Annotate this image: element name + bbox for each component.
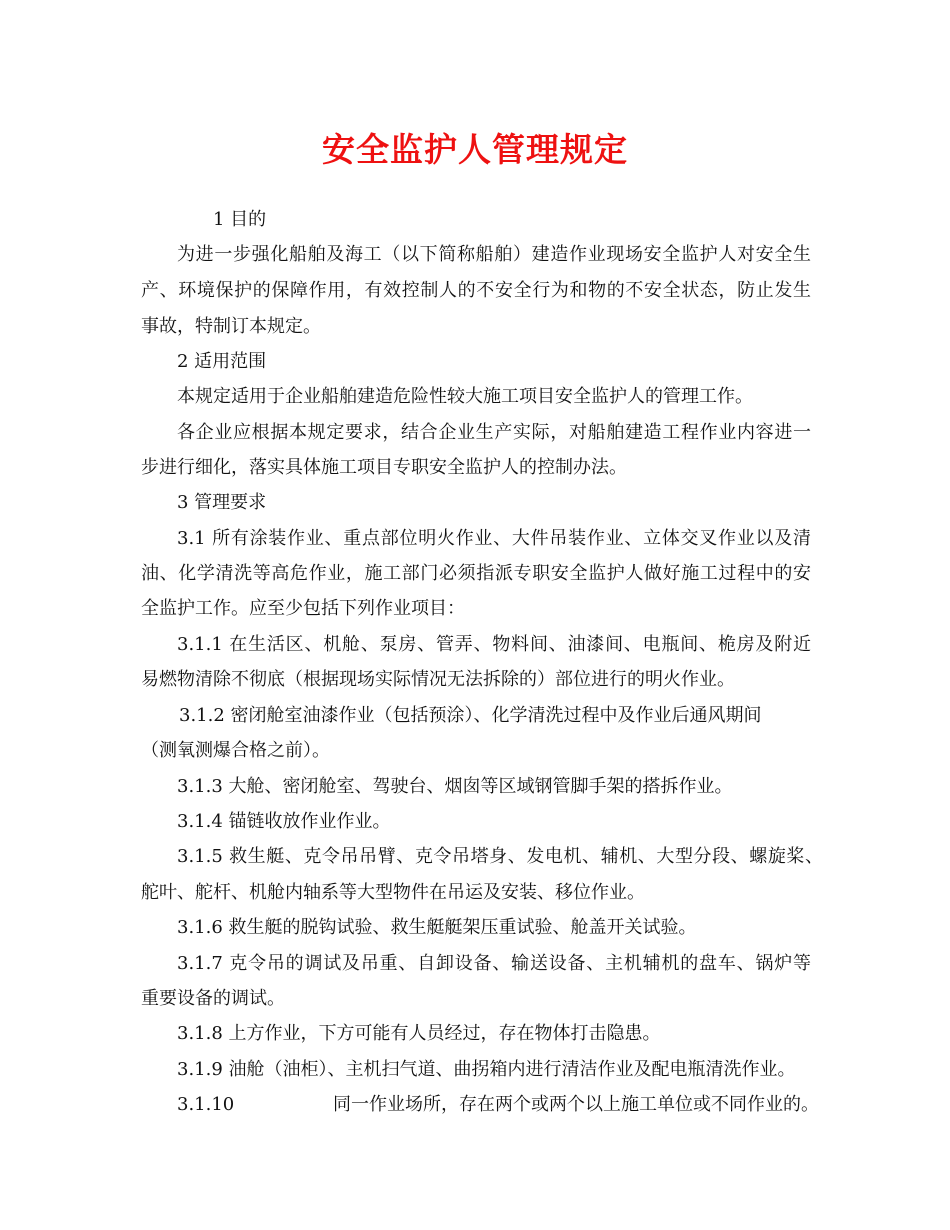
list-item-line: 3.1.4 锚链收放作业作业。	[177, 811, 391, 832]
list-item-line	[177, 1093, 819, 1117]
list-item-line: （测氧测爆合格之前）。	[141, 740, 330, 761]
heading-purpose: 1 目的	[213, 209, 267, 230]
list-item-number: 3.1.10	[177, 1094, 235, 1115]
list-item-line: 3.1.1 在生活区、机舱、泵房、管弄、物料间、油漆间、电瓶间、桅房及附近	[177, 634, 811, 655]
paragraph-line: 各企业应根据本规定要求，结合企业生产实际，对船舶建造工程作业内容进一	[177, 422, 811, 443]
list-item-line: 3.1.2 密闭舱室油漆作业（包括预涂）、化学清洗过程中及作业后通风期间	[179, 705, 762, 726]
document-title: 安全监护人管理规定	[322, 130, 628, 169]
paragraph-line: 步进行细化，落实具体施工项目专职安全监护人的控制办法。	[141, 457, 627, 478]
paragraph-line: 为进一步强化船舶及海工（以下简称船舶）建造作业现场安全监护人对安全生	[177, 244, 811, 265]
paragraph-line: 产、环境保护的保障作用，有效控制人的不安全行为和物的不安全状态，防止发生	[141, 280, 811, 301]
paragraph-line: 油、化学清洗等高危作业，施工部门必须指派专职安全监护人做好施工过程中的安	[141, 563, 811, 584]
list-item-line: 易燃物清除不彻底（根据现场实际情况无法拆除的）部位进行的明火作业。	[141, 669, 735, 690]
list-item-line: 3.1.3 大舱、密闭舱室、驾驶台、烟囱等区域钢管脚手架的搭拆作业。	[177, 776, 733, 797]
paragraph-line: 本规定适用于企业船舶建造危险性较大施工项目安全监护人的管理工作。	[177, 386, 753, 407]
list-item-line: 3.1.7 克令吊的调试及吊重、自卸设备、输送设备、主机辅机的盘车、锅炉等	[177, 953, 811, 974]
list-item-text: 同一作业场所，存在两个或两个以上施工单位或不同作业的。	[333, 1094, 819, 1115]
list-item-line: 3.1.8 上方作业，下方可能有人员经过，存在物体打击隐患。	[177, 1023, 661, 1044]
paragraph-line: 全监护工作。应至少包括下列作业项目：	[141, 598, 465, 619]
list-item-line: 舵叶、舵杆、机舱内轴系等大型物件在吊运及安装、移位作业。	[141, 882, 645, 903]
paragraph-line: 3.1 所有涂装作业、重点部位明火作业、大件吊装作业、立体交叉作业以及清	[177, 528, 811, 549]
paragraph-line: 事故，特制订本规定。	[141, 316, 321, 337]
heading-scope: 2 适用范围	[177, 351, 267, 372]
list-item-line: 3.1.6 救生艇的脱钩试验、救生艇艇架压重试验、舱盖开关试验。	[177, 917, 697, 938]
heading-requirements: 3 管理要求	[177, 492, 267, 513]
list-item-line: 3.1.9 油舱（油柜）、主机扫气道、曲拐箱内进行清洁作业及配电瓶清洗作业。	[177, 1059, 796, 1080]
list-item-line: 重要设备的调试。	[141, 988, 285, 1009]
list-item-line: 3.1.5 救生艇、克令吊吊臂、克令吊塔身、发电机、辅机、大型分段、螺旋桨、	[177, 846, 823, 867]
